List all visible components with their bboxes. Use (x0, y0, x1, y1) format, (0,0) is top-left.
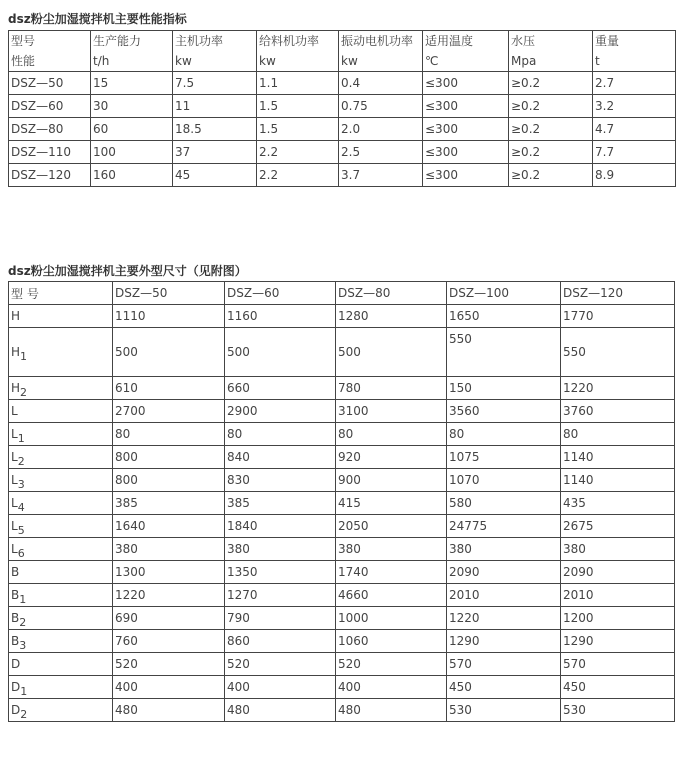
symbol-cell (9, 561, 113, 584)
value-cell: ≥0.2 (509, 141, 593, 164)
value-cell: 480 (113, 699, 225, 722)
value-cell: 1770 (561, 305, 675, 328)
table-row (9, 118, 676, 141)
header-cell (9, 31, 91, 72)
value-cell: 570 (561, 653, 675, 676)
value-cell: 0.4 (339, 72, 423, 95)
value-cell: 1000 (336, 607, 447, 630)
value-cell: 690 (113, 607, 225, 630)
value-cell: 480 (336, 699, 447, 722)
value-cell: 80 (336, 423, 447, 446)
value-cell: ≥0.2 (509, 118, 593, 141)
value-cell: 500 (113, 328, 225, 377)
table-row (9, 515, 675, 538)
value-cell: 480 (225, 699, 336, 722)
table-row (9, 538, 675, 561)
value-cell: 2.2 (257, 164, 339, 187)
value-cell: 2675 (561, 515, 675, 538)
symbol-cell (9, 538, 113, 561)
value-cell: 435 (561, 492, 675, 515)
table-row (9, 653, 675, 676)
symbol-letter: D (11, 680, 21, 694)
value-cell: ≥0.2 (509, 164, 593, 187)
value-cell: 80 (447, 423, 561, 446)
symbol-cell (9, 400, 113, 423)
table-row (9, 607, 675, 630)
value-cell: 1160 (225, 305, 336, 328)
value-cell: 80 (113, 423, 225, 446)
value-cell: 3.7 (339, 164, 423, 187)
table-row (9, 95, 676, 118)
symbol-cell (9, 469, 113, 492)
symbol-letter: L (11, 542, 18, 556)
table-row (9, 141, 676, 164)
value-cell: 150 (447, 377, 561, 400)
model-cell: DSZ—50 (9, 72, 91, 95)
header-line: Mpa (511, 54, 537, 68)
value-cell: 1060 (336, 630, 447, 653)
header-line: kw (341, 54, 358, 68)
value-cell: 18.5 (173, 118, 257, 141)
model-cell: DSZ—120 (9, 164, 91, 187)
value-cell: 160 (91, 164, 173, 187)
table-row (9, 400, 675, 423)
value-cell: ≤300 (423, 95, 509, 118)
symbol-cell (9, 699, 113, 722)
value-cell: 2.7 (593, 72, 676, 95)
table-header-row (9, 31, 676, 72)
symbol-subscript: 2 (17, 455, 25, 468)
value-cell: 1740 (336, 561, 447, 584)
symbol-subscript: 2 (19, 616, 27, 629)
value-cell: 2.2 (257, 141, 339, 164)
header-line: 振动电机功率 (341, 34, 414, 48)
value-cell: 380 (561, 538, 675, 561)
header-cell: DSZ—100 (447, 282, 561, 305)
value-cell: 2700 (113, 400, 225, 423)
symbol-cell (9, 676, 113, 699)
value-cell: 24775 (447, 515, 561, 538)
table-row (9, 423, 675, 446)
value-cell: 4660 (336, 584, 447, 607)
header-cell (593, 31, 676, 72)
table-row (9, 676, 675, 699)
value-cell: 1110 (113, 305, 225, 328)
header-line: 主机功率 (175, 34, 224, 48)
value-cell: 3560 (447, 400, 561, 423)
header-line: kw (259, 54, 276, 68)
value-cell: ≥0.2 (509, 72, 593, 95)
value-cell: 1290 (447, 630, 561, 653)
value-cell: 550 (447, 328, 561, 377)
header-cell (91, 31, 173, 72)
value-cell: 660 (225, 377, 336, 400)
symbol-cell (9, 584, 113, 607)
header-cell: 型 号 (9, 282, 113, 305)
value-cell: 1140 (561, 446, 675, 469)
header-line: 型号 (11, 34, 36, 48)
header-cell (173, 31, 257, 72)
header-cell (509, 31, 593, 72)
model-cell: DSZ—80 (9, 118, 91, 141)
header-line: ℃ (425, 54, 439, 68)
value-cell: 100 (91, 141, 173, 164)
table-row (9, 469, 675, 492)
value-cell: 415 (336, 492, 447, 515)
value-cell: 1200 (561, 607, 675, 630)
model-cell: DSZ—60 (9, 95, 91, 118)
value-cell: 0.75 (339, 95, 423, 118)
value-cell: 450 (447, 676, 561, 699)
table-row (9, 328, 675, 377)
value-cell: 2050 (336, 515, 447, 538)
symbol-subscript: 4 (17, 501, 25, 514)
value-cell: 1075 (447, 446, 561, 469)
value-cell: 500 (336, 328, 447, 377)
value-cell: 760 (113, 630, 225, 653)
header-line: kw (175, 54, 192, 68)
value-cell: 3.2 (593, 95, 676, 118)
header-cell: DSZ—50 (113, 282, 225, 305)
symbol-cell (9, 377, 113, 400)
value-cell: 920 (336, 446, 447, 469)
symbol-subscript: 1 (20, 685, 28, 698)
symbol-cell (9, 492, 113, 515)
value-cell: 520 (113, 653, 225, 676)
value-cell: 860 (225, 630, 336, 653)
value-cell: 2090 (561, 561, 675, 584)
header-line: 给料机功率 (259, 34, 320, 48)
value-cell: ≤300 (423, 72, 509, 95)
value-cell: 570 (447, 653, 561, 676)
value-cell: 530 (447, 699, 561, 722)
value-cell: 610 (113, 377, 225, 400)
value-cell: ≤300 (423, 118, 509, 141)
symbol-letter: L (11, 473, 18, 487)
value-cell: 2090 (447, 561, 561, 584)
value-cell: 7.5 (173, 72, 257, 95)
symbol-subscript: 3 (17, 478, 25, 491)
table-row (9, 699, 675, 722)
symbol-cell (9, 515, 113, 538)
symbol-cell (9, 328, 113, 377)
value-cell: 790 (225, 607, 336, 630)
value-cell: 3100 (336, 400, 447, 423)
value-cell: 2010 (561, 584, 675, 607)
symbol-letter: B (11, 588, 20, 602)
symbol-cell (9, 607, 113, 630)
value-cell: 80 (561, 423, 675, 446)
value-cell: 2900 (225, 400, 336, 423)
value-cell: 1280 (336, 305, 447, 328)
value-cell: 580 (447, 492, 561, 515)
value-cell: 1650 (447, 305, 561, 328)
value-cell: 520 (225, 653, 336, 676)
symbol-cell (9, 423, 113, 446)
table-row (9, 492, 675, 515)
header-line: 性能 (11, 54, 36, 68)
value-cell: 1.5 (257, 95, 339, 118)
value-cell: 380 (225, 538, 336, 561)
symbol-subscript: 3 (19, 639, 27, 652)
value-cell: 800 (113, 469, 225, 492)
header-line: 水压 (511, 34, 536, 48)
symbol-subscript: 2 (20, 386, 28, 399)
table-row (9, 446, 675, 469)
symbol-letter: L (11, 427, 18, 441)
symbol-letter: L (11, 450, 18, 464)
value-cell: 500 (225, 328, 336, 377)
value-cell: 380 (447, 538, 561, 561)
value-cell: ≤300 (423, 164, 509, 187)
value-cell: 30 (91, 95, 173, 118)
value-cell: 2.5 (339, 141, 423, 164)
value-cell: 1070 (447, 469, 561, 492)
symbol-subscript: 1 (20, 350, 28, 363)
value-cell: 15 (91, 72, 173, 95)
value-cell: 4.7 (593, 118, 676, 141)
symbol-subscript: 6 (17, 547, 25, 560)
value-cell: 1220 (447, 607, 561, 630)
value-cell: 385 (225, 492, 336, 515)
header-line: 适用温度 (425, 34, 474, 48)
symbol-letter: H (11, 381, 21, 395)
value-cell: 380 (336, 538, 447, 561)
symbol-cell (9, 446, 113, 469)
table1-title: dsz粉尘加湿搅拌机主要性能指标 (8, 12, 187, 26)
value-cell: 1.1 (257, 72, 339, 95)
value-cell: 1300 (113, 561, 225, 584)
value-cell: 385 (113, 492, 225, 515)
value-cell: 450 (561, 676, 675, 699)
performance-table (8, 30, 676, 187)
symbol-letter: H (11, 309, 21, 323)
value-cell: 1220 (113, 584, 225, 607)
header-line: t/h (93, 54, 110, 68)
header-cell: DSZ—60 (225, 282, 336, 305)
model-cell: DSZ—110 (9, 141, 91, 164)
value-cell: 8.9 (593, 164, 676, 187)
value-cell: 1220 (561, 377, 675, 400)
table-row (9, 305, 675, 328)
value-cell: 1270 (225, 584, 336, 607)
header-cell (423, 31, 509, 72)
header-cell (257, 31, 339, 72)
value-cell: 900 (336, 469, 447, 492)
symbol-cell (9, 630, 113, 653)
table-row (9, 584, 675, 607)
value-cell: 1.5 (257, 118, 339, 141)
symbol-cell (9, 653, 113, 676)
table-row (9, 377, 675, 400)
value-cell: 1350 (225, 561, 336, 584)
value-cell: 2010 (447, 584, 561, 607)
value-cell: 830 (225, 469, 336, 492)
value-cell: 3760 (561, 400, 675, 423)
value-cell: 840 (225, 446, 336, 469)
symbol-letter: H (11, 345, 21, 359)
value-cell: 380 (113, 538, 225, 561)
symbol-letter: D (11, 703, 21, 717)
symbol-letter: L (11, 519, 18, 533)
value-cell: 1290 (561, 630, 675, 653)
value-cell: ≤300 (423, 141, 509, 164)
value-cell: 780 (336, 377, 447, 400)
header-line: 重量 (595, 34, 620, 48)
value-cell: 800 (113, 446, 225, 469)
symbol-subscript: 2 (20, 708, 28, 721)
value-cell: 7.7 (593, 141, 676, 164)
value-cell: 2.0 (339, 118, 423, 141)
symbol-letter: L (11, 496, 18, 510)
table-row (9, 164, 676, 187)
value-cell: 400 (336, 676, 447, 699)
value-cell: 60 (91, 118, 173, 141)
symbol-letter: B (11, 565, 20, 579)
symbol-letter: B (11, 634, 20, 648)
symbol-letter: L (11, 404, 18, 418)
symbol-subscript: 1 (17, 432, 25, 445)
header-cell: DSZ—80 (336, 282, 447, 305)
value-cell: 80 (225, 423, 336, 446)
value-cell: 11 (173, 95, 257, 118)
value-cell: 530 (561, 699, 675, 722)
value-cell: 1840 (225, 515, 336, 538)
header-line: 生产能力 (93, 34, 142, 48)
table-row (9, 72, 676, 95)
value-cell: 1140 (561, 469, 675, 492)
value-cell: 45 (173, 164, 257, 187)
dimensions-table (8, 281, 675, 722)
header-cell: DSZ—120 (561, 282, 675, 305)
value-cell: ≥0.2 (509, 95, 593, 118)
symbol-letter: D (11, 657, 21, 671)
value-cell: 400 (113, 676, 225, 699)
header-cell (339, 31, 423, 72)
symbol-cell (9, 305, 113, 328)
table2-title: dsz粉尘加湿搅拌机主要外型尺寸（见附图） (8, 264, 247, 278)
symbol-subscript: 1 (19, 593, 27, 606)
value-cell: 1640 (113, 515, 225, 538)
table-row (9, 630, 675, 653)
value-cell: 400 (225, 676, 336, 699)
value-cell: 520 (336, 653, 447, 676)
symbol-subscript: 5 (17, 524, 25, 537)
header-line: t (595, 54, 600, 68)
table-row (9, 561, 675, 584)
table-header-row (9, 282, 675, 305)
value-cell: 37 (173, 141, 257, 164)
symbol-letter: B (11, 611, 20, 625)
value-cell: 550 (561, 328, 675, 377)
